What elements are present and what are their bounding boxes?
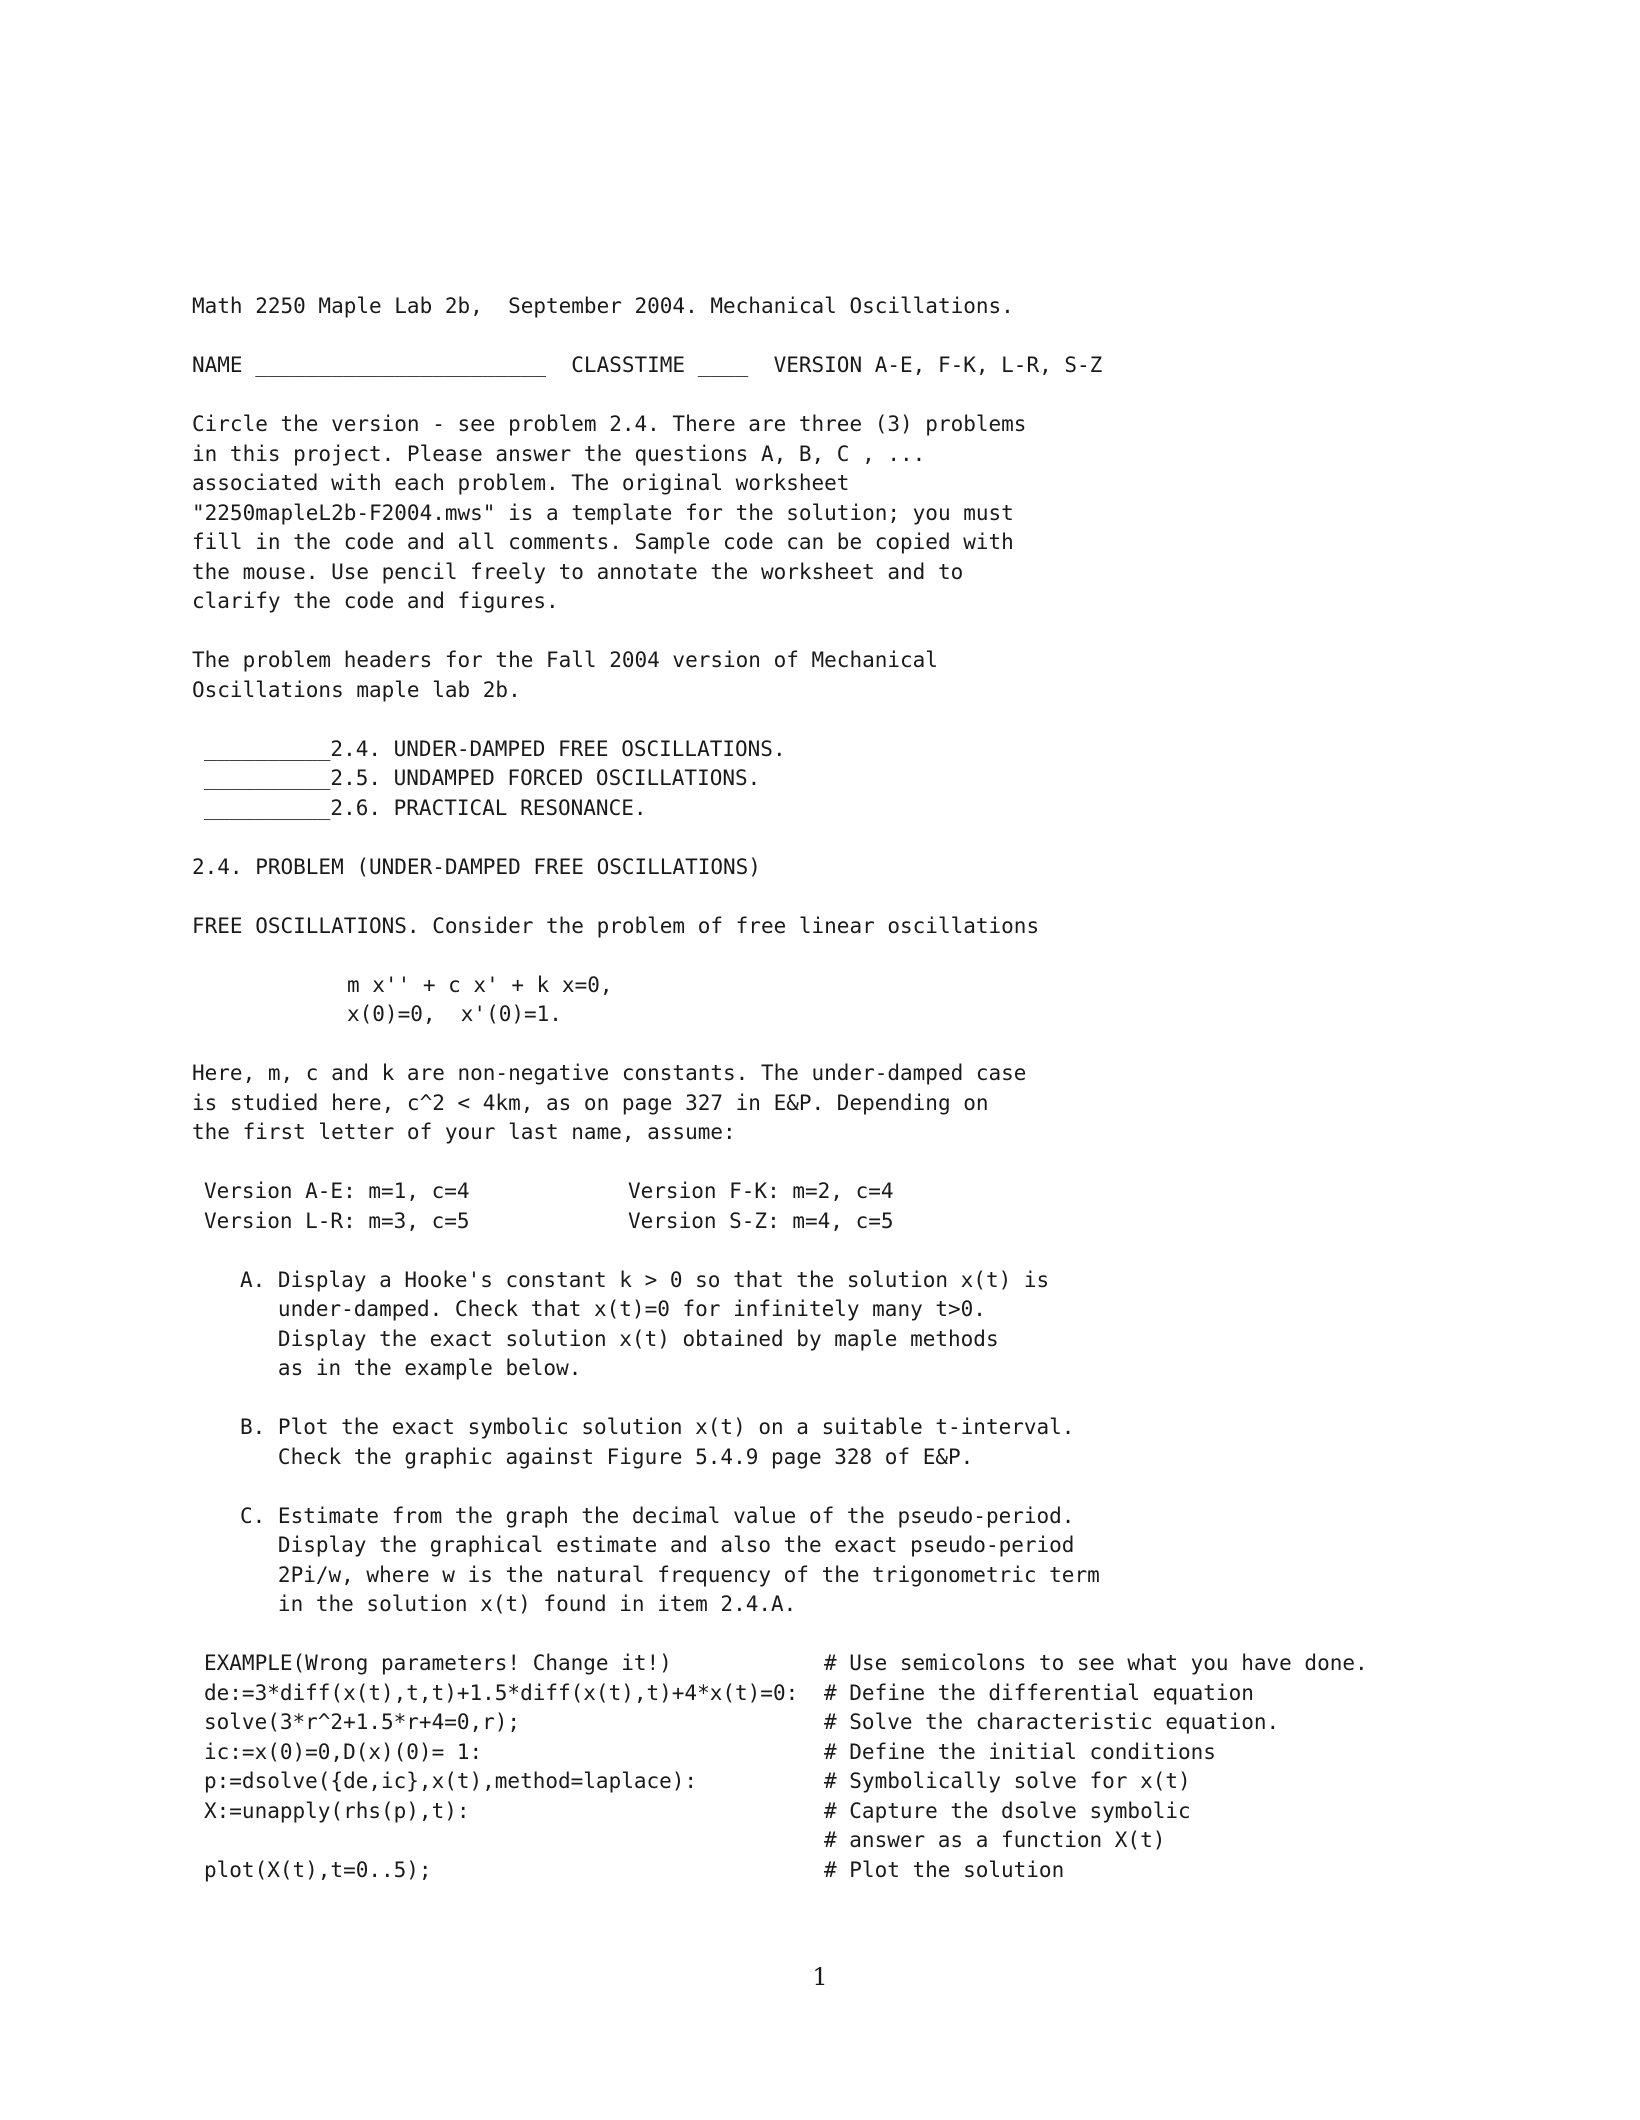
- headers-intro-paragraph: [192, 646, 1492, 705]
- version-cell: Version F-K: m=2, c=4: [628, 1179, 894, 1203]
- text-line: the first letter of your last name, assume:: [192, 1120, 736, 1144]
- question-a: [192, 1266, 1492, 1384]
- text-line: Oscillations maple lab 2b.: [192, 677, 521, 702]
- code-text: solve(3*r^2+1.5*r+4=0,r);: [204, 1710, 521, 1734]
- code-comment: # Capture the dsolve symbolic: [824, 1798, 1191, 1823]
- intro-paragraph: [192, 410, 1492, 617]
- equation-line: x(0)=0, x'(0)=1.: [347, 1002, 562, 1026]
- text-line: Here, m, c and k are non-negative constants. The under-damped case: [192, 1061, 1027, 1085]
- text-line: A. Display a Hooke's constant k > 0 so that the solution x(t) is: [240, 1267, 1050, 1292]
- equation-line: m x'' + c x' + k x=0,: [347, 972, 613, 997]
- code-example: [192, 1649, 1492, 1885]
- versions-table: [192, 1177, 1492, 1236]
- code-comment: # Define the initial conditions: [824, 1739, 1216, 1764]
- text-line: "2250mapleL2b-F2004.mws" is a template for the solution; you must: [192, 500, 1014, 525]
- page-number: 1: [812, 1963, 828, 1991]
- text-line: under-damped. Check that x(t)=0 for infinitely many t>0.: [240, 1297, 986, 1321]
- versions-row: [192, 1207, 1492, 1237]
- text-line: The problem headers for the Fall 2004 version of Mechanical: [192, 648, 938, 672]
- version-cell: Version S-Z: m=4, c=5: [628, 1208, 894, 1233]
- problem-list-item: __________2.6. PRACTICAL RESONANCE.: [204, 795, 647, 820]
- free-oscillations-text: FREE OSCILLATIONS. Consider the problem of free linear oscillations: [192, 913, 1040, 938]
- code-text: X:=unapply(rhs(p),t):: [204, 1798, 470, 1823]
- text-line: 2Pi/w, where w is the natural frequency of the trigonometric term: [240, 1562, 1100, 1587]
- code-line: [192, 1797, 1492, 1827]
- code-line: [192, 1767, 1492, 1797]
- text-line: Display the graphical estimate and also the exact pseudo-period: [240, 1533, 1075, 1557]
- text-line: C. Estimate from the graph the decimal value of the pseudo-period.: [240, 1503, 1075, 1528]
- code-line: [192, 1708, 1492, 1738]
- versions-row: [192, 1177, 1492, 1207]
- text-line: Display the exact solution x(t) obtained by maple methods: [240, 1326, 999, 1351]
- code-line: [192, 1826, 1492, 1856]
- text-line: is studied here, c^2 < 4km, as on page 327 in E&P. Depending on: [192, 1090, 989, 1115]
- code-text: plot(X(t),t=0..5);: [204, 1857, 432, 1882]
- document-title: Math 2250 Maple Lab 2b, September 2004. Mechanical Oscillations.: [192, 294, 1014, 318]
- text-line: associated with each problem. The original worksheet: [192, 471, 850, 495]
- problem-list-item: __________2.4. UNDER-DAMPED FREE OSCILLATIONS.: [204, 736, 786, 761]
- code-comment: # Solve the characteristic equation.: [824, 1710, 1280, 1734]
- text-line: the mouse. Use pencil freely to annotate the worksheet and to: [192, 559, 964, 584]
- header-fields: NAME _______________________ CLASSTIME ____ VERSION A-E, F-K, L-R, S-Z: [192, 353, 1103, 377]
- code-comment: # Plot the solution: [824, 1857, 1065, 1882]
- code-text: p:=dsolve({de,ic},x(t),method=laplace):: [204, 1769, 698, 1793]
- code-text: ic:=x(0)=0,D(x)(0)= 1:: [204, 1739, 483, 1764]
- code-line: [192, 1738, 1492, 1768]
- code-line: [192, 1679, 1492, 1709]
- question-b: [192, 1413, 1492, 1472]
- text-line: in the solution x(t) found in item 2.4.A.: [240, 1592, 797, 1616]
- version-cell: Version L-R: m=3, c=5: [204, 1208, 470, 1233]
- code-text: de:=3*diff(x(t),t,t)+1.5*diff(x(t),t)+4*x(t)=0:: [204, 1680, 799, 1705]
- constants-paragraph: [192, 1059, 1492, 1148]
- code-line: [192, 1649, 1492, 1679]
- document-body: [192, 292, 1492, 1885]
- text-line: in this project. Please answer the questions A, B, C , ...: [192, 441, 926, 466]
- text-line: fill in the code and all comments. Sample code can be copied with: [192, 530, 1014, 554]
- problem-list-item: __________2.5. UNDAMPED FORCED OSCILLATIONS.: [204, 766, 761, 790]
- text-line: clarify the code and figures.: [192, 589, 559, 613]
- code-text: EXAMPLE(Wrong parameters! Change it!): [204, 1651, 672, 1675]
- text-line: B. Plot the exact symbolic solution x(t) on a suitable t-interval.: [240, 1415, 1075, 1439]
- text-line: Circle the version - see problem 2.4. There are three (3) problems: [192, 412, 1027, 436]
- problem-list: [192, 735, 1492, 824]
- text-line: as in the example below.: [240, 1356, 582, 1380]
- code-comment: # Symbolically solve for x(t): [824, 1769, 1191, 1793]
- problem-heading: 2.4. PROBLEM (UNDER-DAMPED FREE OSCILLATIONS): [192, 854, 761, 879]
- version-cell: Version A-E: m=1, c=4: [204, 1179, 470, 1203]
- question-c: [192, 1502, 1492, 1620]
- equation-block: [192, 971, 1492, 1030]
- code-line: [192, 1856, 1492, 1886]
- code-comment: # Use semicolons to see what you have done.: [824, 1651, 1368, 1675]
- code-comment: # answer as a function X(t): [824, 1828, 1166, 1852]
- code-comment: # Define the differential equation: [824, 1680, 1254, 1705]
- text-line: Check the graphic against Figure 5.4.9 page 328 of E&P.: [240, 1444, 974, 1469]
